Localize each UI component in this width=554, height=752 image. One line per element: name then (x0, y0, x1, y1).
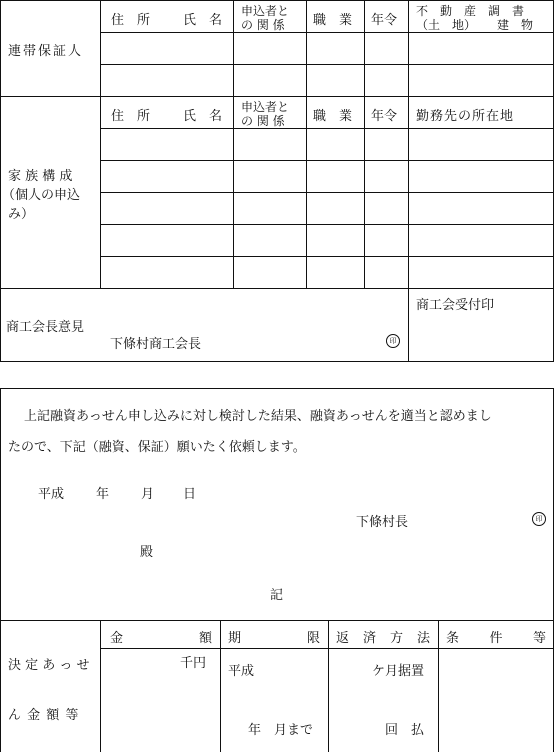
header-repayment: 返 済 方 法 (336, 631, 430, 646)
header-name: 氏 名 (183, 109, 223, 124)
header-relation: の 関 係 (241, 18, 285, 32)
term-era: 平成 (228, 664, 255, 679)
rule (100, 0, 101, 288)
rule (100, 620, 101, 752)
family-label: 家 族 構 成 (8, 169, 73, 184)
guarantor-label: 連帯保証人 (8, 44, 84, 59)
date-month: 月 (141, 487, 155, 502)
header-address: 住 所 (111, 13, 151, 28)
header-age: 年令 (371, 13, 398, 28)
header-property: （土 地） (416, 18, 477, 32)
rule (364, 0, 365, 288)
header-relation: 申込者と (241, 4, 290, 18)
term-until: 年 月まで (248, 723, 314, 738)
chamber-chairman: 下條村商工会長 (110, 337, 202, 352)
rule (100, 224, 554, 225)
note-title: 記 (270, 588, 284, 603)
rule (100, 128, 554, 129)
rule (100, 64, 554, 65)
rule (0, 388, 554, 389)
header-conditions: 条 件 等 (446, 631, 546, 646)
rule (220, 620, 221, 752)
rule (0, 388, 1, 752)
rule (0, 96, 554, 97)
rule (100, 192, 554, 193)
rule (100, 256, 554, 257)
header-term: 期 限 (228, 631, 320, 646)
header-age: 年令 (371, 109, 398, 124)
family-label: み） (8, 207, 35, 222)
header-relation: の 関 係 (241, 114, 285, 128)
header-occupation: 職 業 (313, 13, 353, 28)
rule (233, 0, 234, 288)
rule (0, 361, 554, 362)
rule (100, 32, 554, 33)
request-text: たので、下記（融資、保証）願いたく依頼します。 (8, 440, 306, 455)
rule (100, 160, 554, 161)
decision-label: ん 金 額 等 (8, 708, 80, 723)
header-address: 住 所 (111, 109, 151, 124)
rule (100, 648, 554, 649)
rule (438, 620, 439, 752)
header-amount: 金 額 (110, 631, 212, 646)
header-property: 不 動 産 調 書 (416, 4, 525, 18)
rule (0, 0, 1, 361)
date-day: 日 (183, 487, 197, 502)
header-property: 建 物 (497, 18, 534, 32)
chamber-opinion-label: 商工会長意見 (6, 320, 85, 335)
rule (328, 620, 329, 752)
date-era: 平成 (38, 487, 65, 502)
seal-icon: 印 (386, 334, 400, 348)
rule (0, 0, 554, 1)
header-workplace: 勤務先の所在地 (416, 109, 515, 124)
amount-unit: 千円 (180, 656, 207, 671)
chamber-stamp-label: 商工会受付印 (416, 298, 495, 313)
rule (306, 0, 307, 288)
header-name: 氏 名 (183, 13, 223, 28)
request-text: 上記融資あっせん申し込みに対し検討した結果、融資あっせんを適当と認めまし (24, 409, 492, 424)
decision-label: 決 定 あ っ せ (8, 658, 90, 673)
header-relation: 申込者と (241, 100, 290, 114)
grace-period: ケ月据置 (372, 664, 425, 679)
addressee-label: 殿 (140, 545, 154, 560)
header-occupation: 職 業 (313, 109, 353, 124)
seal-icon: 印 (532, 512, 546, 526)
rule (0, 620, 554, 621)
rule (408, 0, 409, 361)
installments: 回 払 (385, 723, 425, 738)
mayor-label: 下條村長 (356, 515, 409, 530)
rule (0, 288, 554, 289)
date-year: 年 (96, 487, 110, 502)
family-label: （個人の申込 (2, 188, 81, 203)
